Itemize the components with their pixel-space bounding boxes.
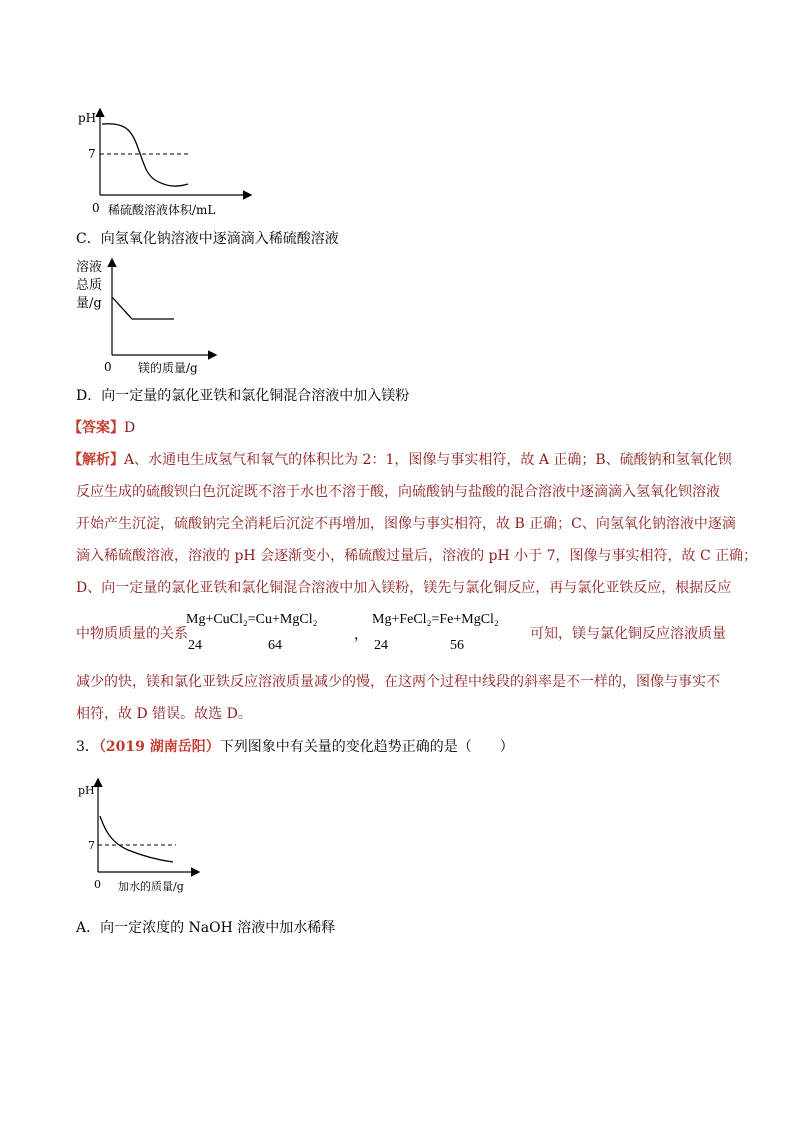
analysis-label: 【解析】: [68, 452, 124, 468]
option-d: D．向一定量的氯化亚铁和氯化铜混合溶液中加入镁粉: [76, 388, 410, 404]
option-c: C．向氢氧化钠溶液中逐滴滴入稀硫酸溶液: [76, 231, 339, 247]
graph-b-tick-7: 7: [88, 147, 96, 161]
graph-b-y-label: pH: [78, 111, 97, 125]
graph-a-curve: [100, 816, 173, 862]
equation-1-mass-b: 64: [268, 638, 282, 653]
graph-a: [68, 772, 208, 894]
equation-2-mass-b: 56: [450, 638, 464, 653]
graph-a-x-label: 加水的质量/g: [118, 880, 184, 893]
analysis-line-6-suffix: 可知，镁与氯化铜反应溶液质量: [530, 626, 726, 642]
graph-c-x-label: 镁的质量/g: [138, 361, 198, 375]
analysis-line-4: 滴入稀硫酸溶液，溶液的 pH 会逐渐变小，稀硫酸过量后，溶液的 pH 小于 7，图像与事实相符，故 C 正确；: [76, 548, 758, 564]
graph-c-y-label-2: 总质: [76, 278, 103, 293]
equation-separator: ，: [354, 628, 368, 643]
graph-a-tick-7: 7: [88, 839, 95, 852]
graph-c-y-label-1: 溶液: [76, 260, 103, 275]
analysis-line-5: D、向一定量的氯化亚铁和氯化铜混合溶液中加入镁粉，镁先与氯化铜反应，再与氯化亚铁反应，根据反应: [76, 580, 732, 596]
equation-2-mass-a: 24: [374, 638, 388, 653]
question-3: [76, 737, 514, 757]
graph-a-origin: 0: [94, 878, 101, 891]
question-3-source: （2019 湖南岳阳）: [98, 739, 220, 755]
graph-c-line: [112, 297, 174, 319]
question-3-number: 3．: [76, 739, 99, 755]
graph-b: [60, 100, 260, 225]
analysis-line-7: 减少的快，镁和氯化亚铁反应溶液质量减少的慢，在这两个过程中线段的斜率是不一样的，图像与事实不: [76, 674, 720, 690]
analysis-text-1: A、水通电生成氢气和氧气的体积比为 2：1，图像与事实相符，故 A 正确；B、硫酸钠和氢氧化钡: [124, 452, 732, 468]
analysis-line-6-prefix: 中物质质量的关系: [76, 626, 188, 642]
option-a: A．向一定浓度的 NaOH 溶液中加水稀释: [76, 920, 336, 936]
graph-c: [70, 255, 230, 375]
question-3-text: 下列图象中有关量的变化趋势正确的是（ ）: [219, 739, 514, 755]
analysis-line-2: 反应生成的硫酸钡白色沉淀既不溶于水也不溶于酸，向硫酸钠与盐酸的混合溶液中逐滴滴入氢氧化钡溶液: [76, 484, 720, 500]
answer-label: 【答案】: [68, 420, 124, 436]
graph-b-origin: 0: [92, 201, 100, 215]
answer-line: [68, 418, 135, 438]
graph-c-origin: 0: [104, 360, 112, 374]
graph-a-y-label: pH: [78, 784, 95, 797]
graph-c-y-label-3: 量/g: [76, 296, 102, 311]
equation-1: Mg+CuCl₂=Cu+MgCl₂: [186, 612, 318, 627]
graph-b-x-label: 稀硫酸溶液体积/mL: [108, 203, 216, 217]
graph-b-curve: [102, 124, 188, 186]
analysis-line-3: 开始产生沉淀，硫酸钠完全消耗后沉淀不再增加，图像与事实相符，故 B 正确；C、向氢氧化钠溶液中逐滴: [76, 516, 736, 532]
analysis-line-8: 相符，故 D 错误。故选 D。: [76, 706, 252, 722]
analysis-line-1: [68, 450, 732, 470]
equation-2: Mg+FeCl₂=Fe+MgCl₂: [372, 612, 499, 627]
answer-value: D: [124, 420, 136, 436]
equation-1-mass-a: 24: [188, 638, 202, 653]
